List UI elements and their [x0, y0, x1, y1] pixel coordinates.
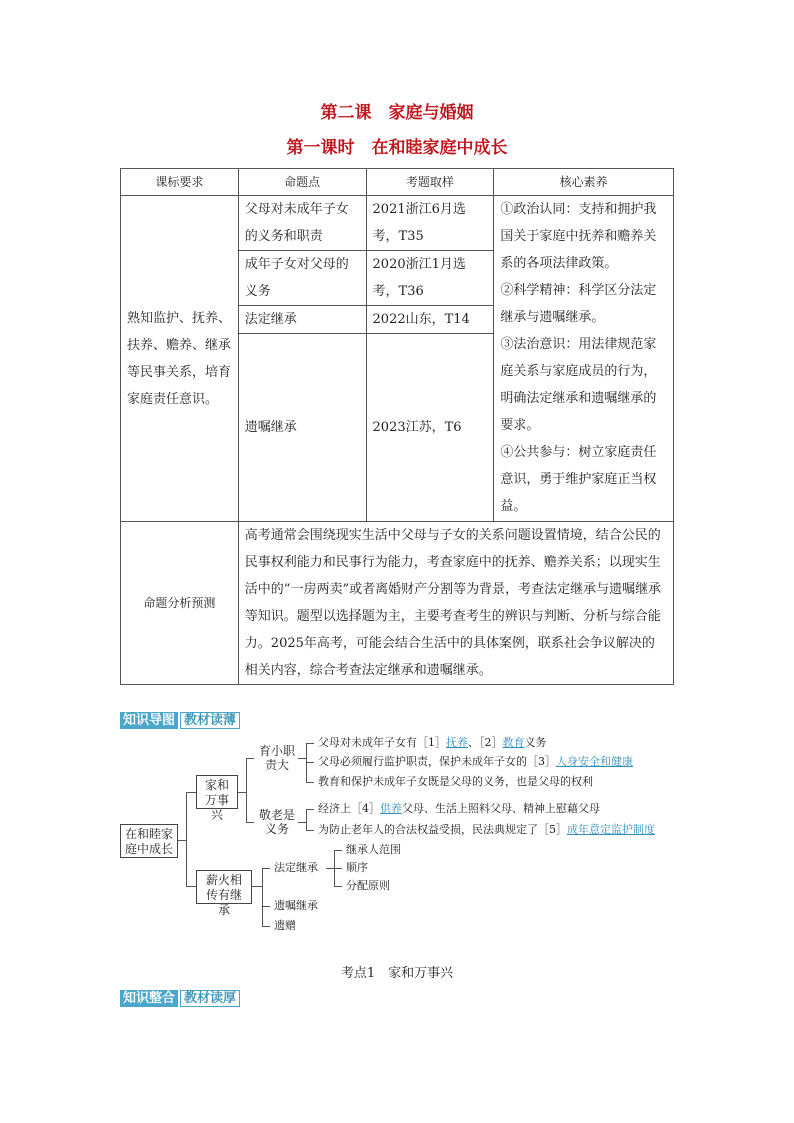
- analysis-text: 高考通常会围绕现实生活中父母与子女的关系问题设置情境，结合公民的民事权利能力和民事行为能力，考查家庭中的抚养、赡养关系；以现实生活中的“一房两卖”或者离婚财产分割等为背景，考查法定继承与遗嘱继承等知识。题型以选择题为主，主要考查考生的辨识与判断、分析与综合能力。2025年高考，可能会结合生活中的具体案例，联系社会争议解决的相关内容，综合考查法定继承和遗嘱继承。: [238, 522, 673, 685]
- mindmap-bequest: 遗赠: [274, 919, 296, 932]
- point-cell: 遗嘱继承: [238, 334, 366, 522]
- mindmap-leaf-guardianship: 为防止老年人的合法权益受损，民法典规定了［5］成年意定监护制度: [318, 823, 655, 836]
- sample-cell: 2021浙江6月选考，T35: [366, 196, 494, 251]
- badge-knowledge-integration: [120, 990, 240, 1007]
- mindmap-leaf-guardian: 父母必须履行监护职责，保护未成年子女的［3］人身安全和健康: [318, 755, 633, 768]
- mindmap-branch-inherit: 薪火相传有继承: [196, 870, 252, 904]
- point-cell: 父母对未成年子女的义务和职责: [238, 196, 366, 251]
- mindmap-distribution: 分配原则: [346, 879, 390, 892]
- answer-2: 教育: [502, 736, 525, 749]
- section-title: 考点1 家和万事兴: [340, 966, 454, 981]
- period-title: 第一课时 在和睦家庭中成长: [286, 138, 508, 158]
- answer-5: 成年意定监护制度: [567, 823, 655, 836]
- sample-cell: 2022山东，T14: [366, 306, 494, 334]
- mindmap-leaf-support: 经济上［4］供养父母、生活上照料父母、精神上慰藉父母: [318, 802, 600, 815]
- mindmap-branch-home: 家和万事兴: [196, 775, 238, 809]
- point-cell: 成年子女对父母的义务: [238, 251, 366, 306]
- literacy-item: ④公共参与：树立家庭责任意识，勇于维护家庭正当权益。: [500, 445, 657, 514]
- lesson-title: 第二课 家庭与婚姻: [320, 103, 474, 123]
- literacy-item: ②科学精神：科学区分法定继承与遗嘱继承。: [500, 283, 657, 325]
- mindmap-legal-inheritance: 法定继承: [274, 861, 318, 874]
- badge-label: 知识整合: [120, 990, 178, 1007]
- mindmap-sub-parenting: 育小职责大: [258, 744, 295, 772]
- header-cell: 课标要求: [121, 169, 239, 196]
- mindmap-heir-scope: 继承人范围: [346, 843, 401, 856]
- badge-sublabel: 教材读薄: [180, 712, 240, 729]
- mindmap-sub-elderly: 敬老是义务: [258, 808, 295, 836]
- header-cell: 核心素养: [494, 169, 674, 196]
- sample-cell: 2020浙江1月选考，T36: [366, 251, 494, 306]
- header-cell: 命题点: [238, 169, 366, 196]
- mindmap-leaf-duty: 父母对未成年子女有［1］抚养、［2］教育义务: [318, 736, 547, 749]
- badge-sublabel: 教材读厚: [180, 990, 240, 1007]
- point-cell: 法定继承: [238, 306, 366, 334]
- literacy-item: ③法治意识：用法律规范家庭关系与家庭成员的行为，明确法定继承和遗嘱继承的要求。: [500, 337, 657, 433]
- mindmap-root: 在和睦家庭中成长: [120, 824, 178, 858]
- analysis-label: 命题分析预测: [121, 522, 239, 685]
- sample-cell: 2023江苏，T6: [366, 334, 494, 522]
- answer-1: 抚养: [446, 736, 468, 749]
- header-cell: 考题取样: [366, 169, 494, 196]
- mindmap-leaf-rights: 教育和保护未成年子女既是父母的义务，也是父母的权利: [318, 775, 593, 788]
- literacy-item: ①政治认同：支持和拥护我国关于家庭中抚养和赡养关系的各项法律政策。: [500, 202, 657, 271]
- answer-4: 供养: [380, 802, 402, 815]
- badge-label: 知识导图: [120, 712, 178, 729]
- requirement-cell: 熟知监护、抚养、扶养、赡养、继承等民事关系，培育家庭责任意识。: [121, 196, 239, 522]
- mindmap-order: 顺序: [346, 861, 368, 874]
- mindmap-will-inheritance: 遗嘱继承: [274, 899, 318, 912]
- answer-3: 人身安全和健康: [556, 755, 633, 768]
